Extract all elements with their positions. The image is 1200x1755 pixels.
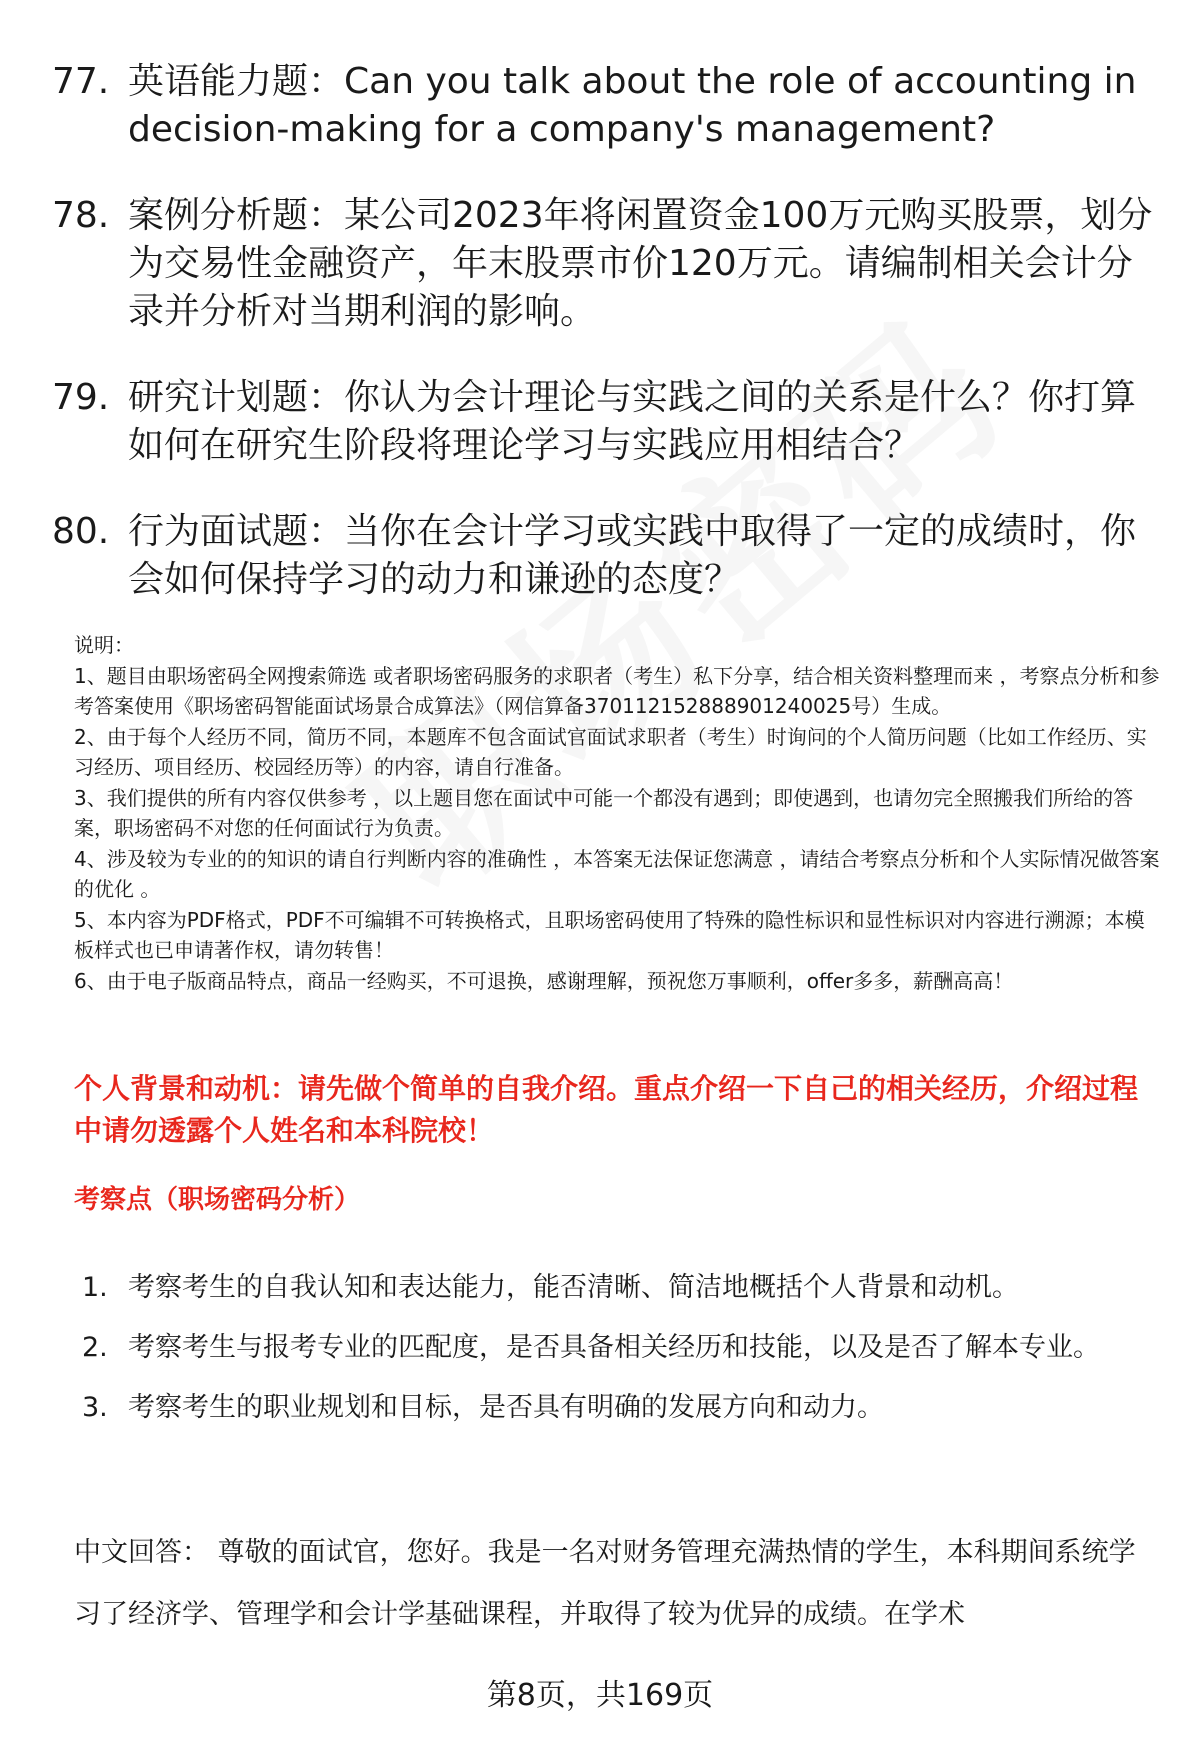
point-text: 考察考生的职业规划和目标，是否具有明确的发展方向和动力。 <box>128 1392 884 1423</box>
point-number: 1. <box>82 1272 108 1303</box>
note-item: 1、题目由职场密码全网搜索筛选 或者职场密码服务的求职者（考生）私下分享，结合相关资料整理而来 ，考察点分析和参考答案使用《职场密码智能面试场景合成算法》（网信算备370112152888901240025号）生成。 <box>74 663 1160 718</box>
question-number: 77. <box>52 61 110 102</box>
question-text: 案例分析题：某公司2023年将闲置资金100万元购买股票，划分为交易性金融资产，年末股票市价120万元。请编制相关会计分录并分析对当期利润的影响。 <box>128 195 1153 332</box>
section-subtitle: 考察点（职场密码分析） <box>74 1185 361 1215</box>
note-item: 4、涉及较为专业的的知识的请自行判断内容的准确性 ，本答案无法保证您满意 ，请结合考察点分析和个人实际情况做答案的优化 。 <box>74 846 1160 901</box>
note-item: 5、本内容为PDF格式，PDF不可编辑不可转换格式，且职场密码使用了特殊的隐性标识和显性标识对内容进行溯源；本模板样式也已申请著作权，请勿转售！ <box>74 907 1145 962</box>
question-number: 79. <box>52 377 110 418</box>
question-text: 英语能力题：Can you talk about the role of accounting in decision-making for a company's management? <box>128 61 1137 150</box>
question-item <box>52 58 1162 154</box>
question-item <box>52 508 1162 604</box>
point-text: 考察考生的自我认知和表达能力，能否清晰、简洁地概括个人背景和动机。 <box>128 1272 1019 1303</box>
disclaimer-notes <box>74 630 1160 996</box>
note-item: 6、由于电子版商品特点，商品一经购买，不可退换，感谢理解，预祝您万事顺利，offer多多，薪酬高高！ <box>74 968 1014 993</box>
question-number: 80. <box>52 511 110 552</box>
assessment-point <box>82 1378 1162 1438</box>
assessment-point <box>82 1258 1162 1318</box>
note-item: 3、我们提供的所有内容仅供参考 ，以上题目您在面试中可能一个都没有遇到；即使遇到，也请勿完全照搬我们所给的答案，职场密码不对您的任何面试行为负责。 <box>74 785 1134 840</box>
point-text: 考察考生与报考专业的匹配度，是否具备相关经历和技能，以及是否了解本专业。 <box>128 1332 1100 1363</box>
assessment-points <box>82 1258 1162 1438</box>
note-item: 2、由于每个人经历不同，简历不同，本题库不包含面试官面试求职者（考生）时询问的个人简历问题（比如工作经历、实习经历、项目经历、校园经历等）的内容，请自行准备。 <box>74 724 1147 779</box>
question-item <box>52 374 1162 470</box>
page-footer: 第8页，共169页 <box>486 1678 714 1713</box>
section-title: 个人背景和动机：请先做个简单的自我介绍。重点介绍一下自己的相关经历，介绍过程中请勿透露个人姓名和本科院校！ <box>74 1072 1139 1147</box>
answer-text: 中文回答： 尊敬的面试官，您好。我是一名对财务管理充满热情的学生，本科期间系统学习了经济学、管理学和会计学基础课程，并取得了较为优异的成绩。在学术 <box>74 1537 1136 1630</box>
question-number: 78. <box>52 195 110 236</box>
notes-heading: 说明： <box>74 633 134 657</box>
question-item <box>52 192 1162 336</box>
assessment-point <box>82 1318 1162 1378</box>
question-list <box>52 58 1162 642</box>
point-number: 2. <box>82 1332 108 1363</box>
question-text: 研究计划题：你认为会计理论与实践之间的关系是什么？你打算如何在研究生阶段将理论学习与实践应用相结合？ <box>128 377 1137 466</box>
point-number: 3. <box>82 1392 108 1423</box>
question-text: 行为面试题：当你在会计学习或实践中取得了一定的成绩时，你会如何保持学习的动力和谦逊的态度？ <box>128 511 1137 600</box>
